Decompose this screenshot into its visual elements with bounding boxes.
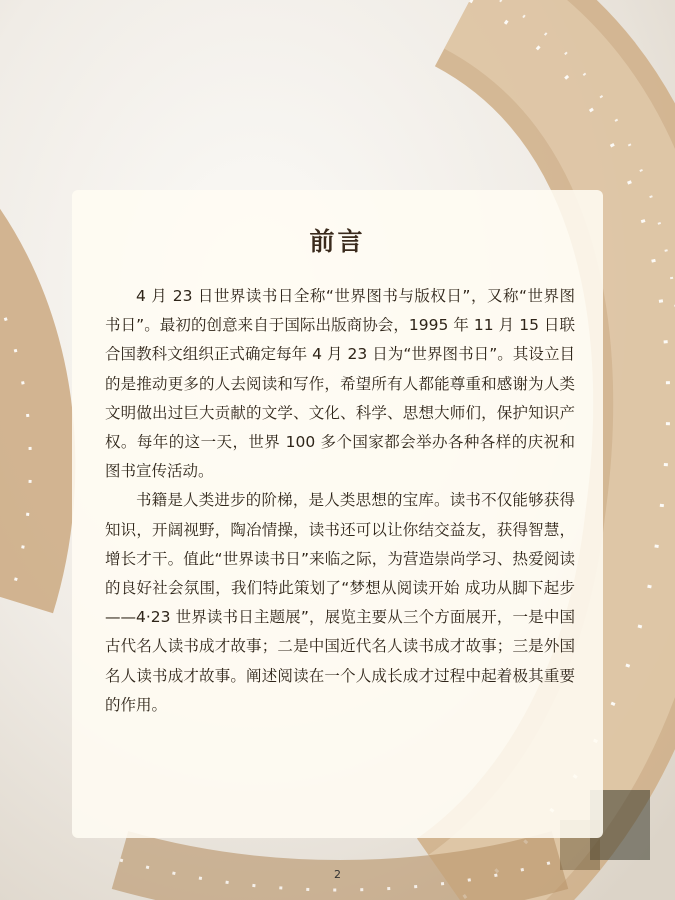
paragraph-world-book-day: 4 月 23 日世界读书日全称“世界图书与版权日”，又称“世界图书日”。最初的创意来自于国际出版商协会，1995 年 11 月 15 日联合国教科文组织正式确定每年 4 月 23 日为“世界图书日”。其设立目的是推动更多的人去阅读和写作，希望所有人都能尊重和感谢为人类文明做出过巨大贡献的文学、文化、科学、思想大师们，保护知识产权。每年的这一天，世界 100 多个国家都会举办各种各样的庆祝和图书宣传活动。	[105, 287, 575, 481]
page-number: 2	[334, 868, 341, 881]
page-title: 前言	[309, 227, 366, 256]
preface-body	[105, 282, 575, 720]
paragraph-exhibition-intro: 书籍是人类进步的阶梯，是人类思想的宝库。读书不仅能够获得知识，开阔视野，陶冶情操，读书还可以让你结交益友，获得智慧，增长才干。值此“世界读书日”来临之际，为营造崇尚学习、热爱阅读的良好社会氛围，我们特此策划了“梦想从阅读开始 成功从脚下起步——4·23 世界读书日主题展”，展览主要从三个方面展开，一是中国古代名人读书成才故事；二是中国近代名人读书成才故事；三是外国名人读书成才故事。阐述阅读在一个人成长成才过程中起着极其重要的作用。	[105, 491, 575, 714]
